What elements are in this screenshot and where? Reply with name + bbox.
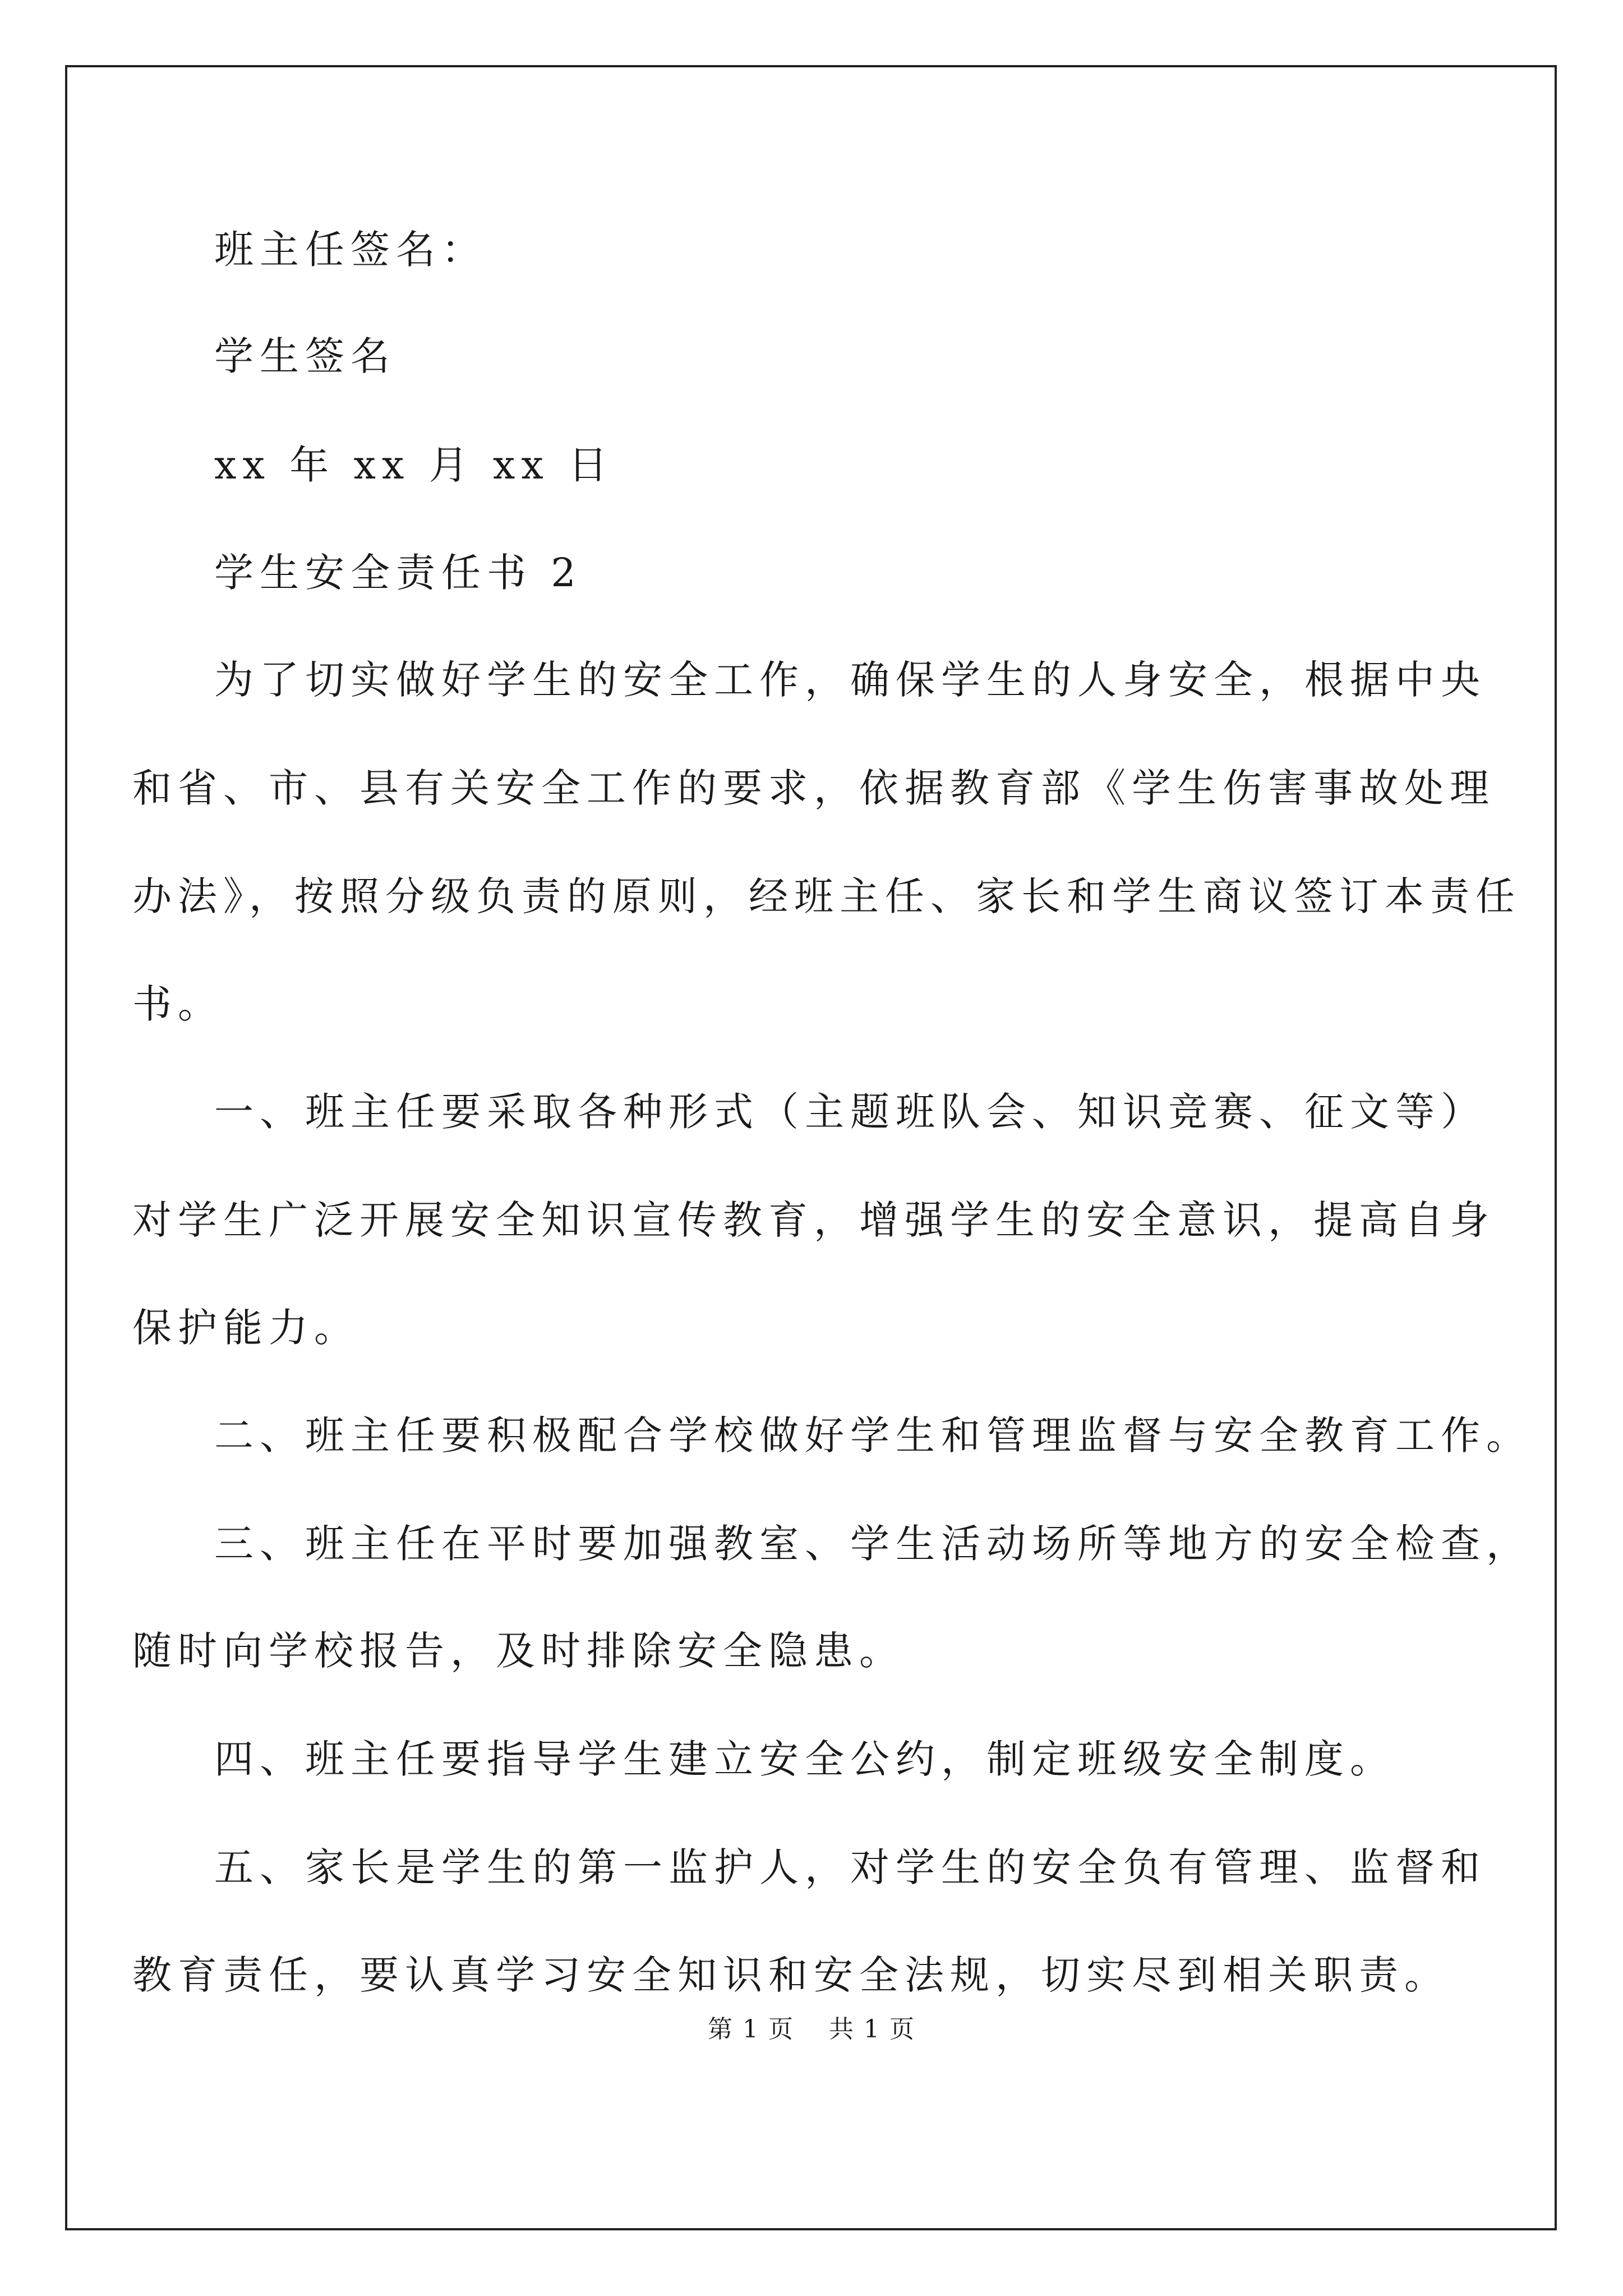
paragraph-line: 随时向学校报告，及时排除安全隐患。 — [132, 1628, 905, 1674]
paragraph-line: 五、家长是学生的第一监护人，对学生的安全负有管理、监督和 — [214, 1844, 1486, 1890]
paragraph-line: 为了切实做好学生的安全工作，确保学生的人身安全，根据中央 — [214, 657, 1486, 703]
paragraph-line: 四、班主任要指导学生建立安全公约，制定班级安全制度。 — [214, 1736, 1395, 1782]
date-line: xx 年 xx 月 xx 日 — [214, 442, 614, 488]
paragraph-line: 办法》，按照分级负责的原则，经班主任、家长和学生商议签订本责任 — [132, 873, 1521, 919]
paragraph-line: 和省、市、县有关安全工作的要求，依据教育部《学生伤害事故处理 — [132, 765, 1495, 811]
paragraph-line: 书。 — [132, 981, 223, 1027]
document-title: 学生安全责任书 2 — [214, 550, 582, 596]
student-signature-label: 学生签名 — [214, 333, 396, 379]
paragraph-line: 对学生广泛开展安全知识宣传教育，增强学生的安全意识，提高自身 — [132, 1197, 1495, 1243]
paragraph-line: 保护能力。 — [132, 1305, 359, 1351]
paragraph-line: 教育责任，要认真学习安全知识和安全法规，切实尽到相关职责。 — [132, 1952, 1450, 1998]
paragraph-line: 二、班主任要积极配合学校做好学生和管理监督与安全教育工作。 — [214, 1412, 1532, 1458]
teacher-signature-label: 班主任签名： — [214, 227, 487, 273]
paragraph-line: 一、班主任要采取各种形式（主题班队会、知识竞赛、征文等） — [214, 1089, 1486, 1135]
page-footer: 第 1 页 共 1 页 — [708, 2015, 915, 2044]
paragraph-line: 三、班主任在平时要加强教室、学生活动场所等地方的安全检查， — [214, 1521, 1532, 1567]
page-border — [65, 65, 1557, 2230]
